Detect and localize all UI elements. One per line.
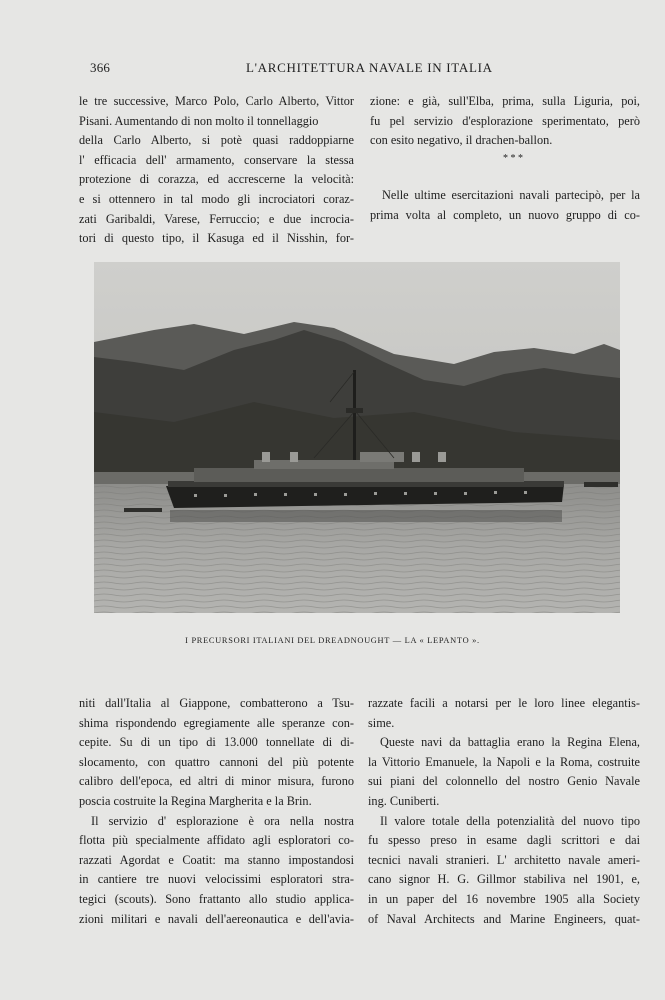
text-line: fu spesso preso in esame dagli scrittori e dai — [368, 833, 640, 848]
text-line: in un paper del 16 novembre 1905 alla Society — [368, 891, 640, 906]
text-line: Pisani. Aumentando di non molto il tonnellaggio — [79, 113, 319, 128]
text-line: cano signor H. G. Gillmor stabiliva nel 1901, e, — [368, 872, 640, 887]
text-line: sui piani del colonnello del nostro Genio Navale — [368, 774, 640, 789]
bottom-left-column — [79, 694, 354, 929]
text-line: flotta più specialmente affidato agli esploratori co- — [79, 833, 354, 848]
text-line: poscia costruite la Regina Margherita e la Brin. — [79, 793, 312, 808]
text-line: zione: e già, sull'Elba, prima, sulla Liguria, poi, — [370, 94, 640, 108]
ship-photograph — [94, 262, 620, 613]
page-number: 366 — [90, 60, 111, 75]
text-line: zati Garibaldi, Varese, Ferruccio; e due incrocia- — [79, 211, 354, 226]
text-line: della Carlo Alberto, si potè quasi raddoppiarne — [79, 133, 354, 148]
text-line: zioni militari e navali dell'aereonautica e dell'avia- — [79, 911, 354, 926]
top-left-column — [79, 92, 354, 249]
top-right-column — [370, 92, 640, 151]
top-right-column-paragraph — [370, 186, 640, 225]
text-line: tecnici navali stranieri. L' architetto navale ameri- — [368, 852, 640, 867]
running-title: L'ARCHITETTURA NAVALE IN ITALIA — [246, 60, 493, 75]
text-line: con esito negativo, il drachen-ballon. — [370, 133, 553, 148]
text-line: la Vittorio Emanuele, la Napoli e la Roma, costruite — [368, 754, 640, 769]
text-line: calibro dell'epoca, ed altri di minor misura, furono — [79, 774, 354, 789]
text-line: tegici (scouts). Sono frattanto allo studio applica- — [79, 891, 354, 906]
figure-caption: I PRECURSORI ITALIANI DEL DREADNOUGHT — LA « LEPANTO ». — [185, 636, 480, 645]
text-line: fu pel servizio d'esplorazione sperimentato, però — [370, 113, 640, 128]
text-line: prima volta al completo, un nuovo gruppo di co- — [370, 207, 640, 222]
section-separator: * * * — [503, 153, 523, 164]
ship-photo-illustration — [94, 262, 620, 613]
text-line: Nelle ultime esercitazioni navali partecipò, per la — [382, 188, 640, 202]
text-line: tori di questo tipo, il Kasuga ed il Nisshin, for- — [79, 231, 354, 246]
text-line: of Naval Architects and Marine Engineers, quat- — [368, 911, 640, 926]
text-line: sime. — [368, 715, 395, 730]
text-line: protezione di corazza, ed accrescerne la velocità: — [79, 172, 354, 187]
text-line: in cantiere tre nuovi velocissimi esploratori stra- — [79, 872, 354, 887]
text-line: Il valore totale della potenzialità del nuovo tipo — [380, 813, 640, 828]
text-line: le tre successive, Marco Polo, Carlo Alberto, Vittor — [79, 94, 354, 108]
text-line: shima rispondendo egregiamente alle speranze con- — [79, 715, 354, 730]
bottom-right-column — [368, 694, 640, 929]
page-header — [0, 60, 665, 80]
text-line: l' efficacia dell' armamento, conservare la stessa — [79, 152, 354, 167]
text-line: slocamento, con quattro cannoni del più potente — [79, 754, 354, 769]
text-line: niti dall'Italia al Giappone, combatterono a Tsu- — [79, 696, 354, 710]
text-line: razzati Agordat e Coatit: ma stanno impostandosi — [79, 852, 354, 867]
text-line: Il servizio d' esplorazione è ora nella nostra — [91, 813, 354, 828]
text-line: razzate facili a notarsi per le loro linee elegantis- — [368, 696, 640, 710]
text-line: ing. Cuniberti. — [368, 793, 440, 808]
text-line: e si ottennero in tal modo gli incrociatori coraz- — [79, 191, 354, 206]
text-line: cepite. Su di un tipo di 13.000 tonnellate di di- — [79, 735, 354, 750]
text-line: Queste navi da battaglia erano la Regina Elena, — [380, 735, 640, 750]
